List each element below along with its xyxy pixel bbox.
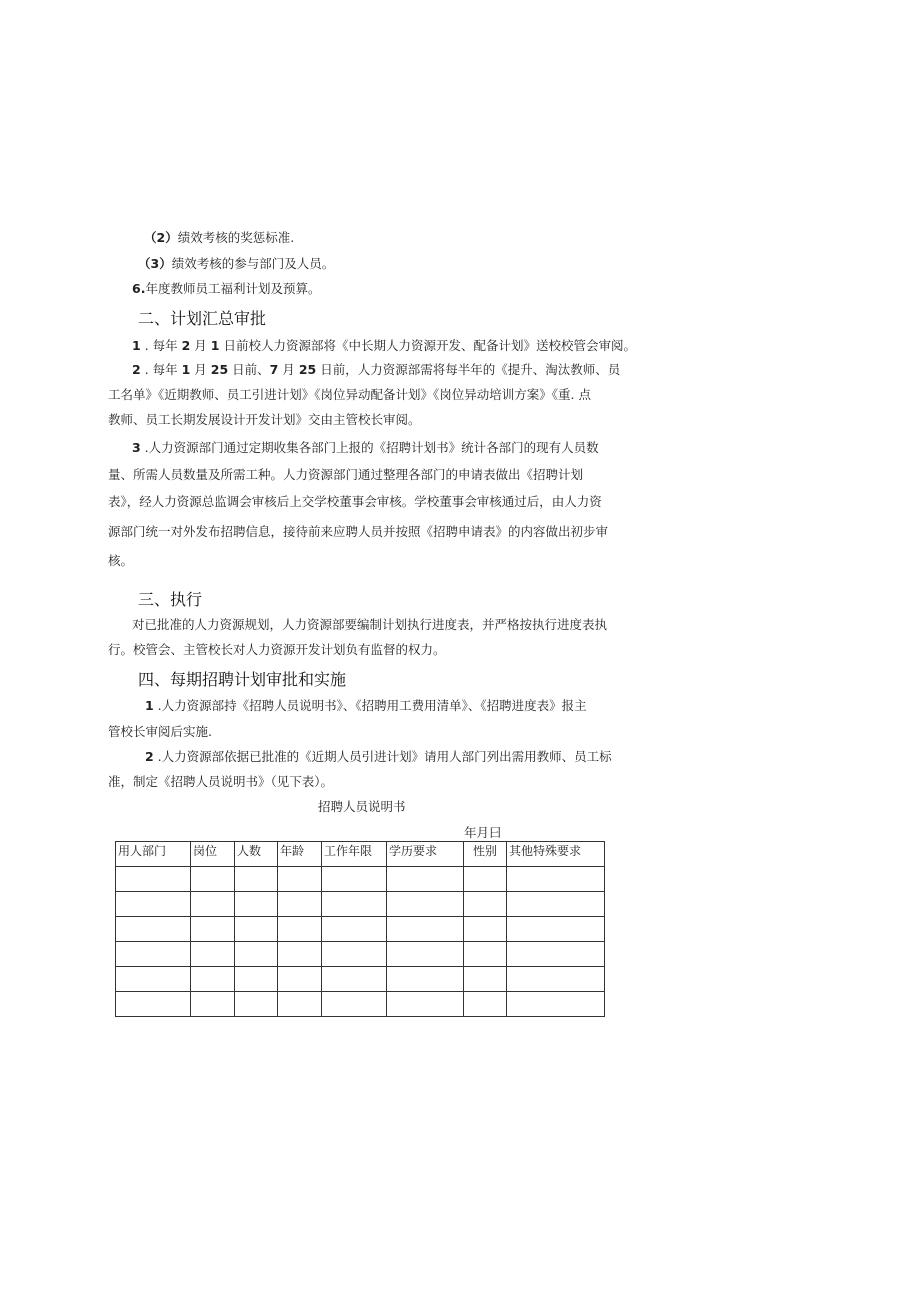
paragraph-line: 1 . 每年 2 月 1 日前校人力资源部将《中长期人力资源开发、配备计划》送校校管会审阅。 — [132, 338, 636, 353]
table-cell — [322, 892, 387, 917]
table-cell — [116, 917, 191, 942]
section-heading: 二、计划汇总审批 — [138, 309, 267, 328]
table-header-row — [116, 842, 605, 867]
paragraph-line: 行。校管会、主管校长对人力资源开发计划负有监督的权力。 — [108, 642, 446, 657]
table-cell — [278, 967, 322, 992]
table-cell — [322, 942, 387, 967]
table-cell — [235, 867, 278, 892]
column-header: 人数 — [235, 842, 278, 867]
table-cell — [116, 967, 191, 992]
table-cell — [191, 942, 235, 967]
paragraph-line: 核。 — [108, 553, 134, 568]
table-cell — [464, 942, 507, 967]
table-cell — [116, 867, 191, 892]
table-cell — [116, 942, 191, 967]
table-cell — [235, 917, 278, 942]
section-heading: 三、执行 — [138, 590, 203, 609]
table-cell — [387, 967, 464, 992]
table-cell — [322, 967, 387, 992]
table-cell — [322, 867, 387, 892]
table-row — [116, 917, 605, 942]
table-cell — [507, 867, 605, 892]
table-cell — [278, 867, 322, 892]
table-cell — [507, 892, 605, 917]
table-cell — [278, 892, 322, 917]
table-row — [116, 942, 605, 967]
table-cell — [387, 892, 464, 917]
table-cell — [507, 917, 605, 942]
table-cell — [387, 917, 464, 942]
paragraph-line: 1 .人力资源部持《招聘人员说明书》、《招聘用工费用清单》、《招聘进度表》报主 — [145, 698, 587, 713]
table-cell — [387, 942, 464, 967]
paragraph-line: 3 .人力资源部门通过定期收集各部门上报的《招聘计划书》统计各部门的现有人员数 — [132, 440, 599, 455]
paragraph-line: 量、所需人员数量及所需工种。人力资源部门通过整理各部门的申请表做出《招聘计划 — [108, 467, 584, 482]
table-row — [116, 892, 605, 917]
table-cell — [278, 917, 322, 942]
table-cell — [191, 867, 235, 892]
table-cell — [464, 917, 507, 942]
table-cell — [464, 892, 507, 917]
table-cell — [235, 992, 278, 1017]
table-cell — [387, 867, 464, 892]
table-cell — [191, 967, 235, 992]
table-cell — [191, 892, 235, 917]
table-cell — [116, 892, 191, 917]
recruitment-form-table — [115, 841, 605, 1017]
table-cell — [235, 967, 278, 992]
column-header: 其他特殊要求 — [507, 842, 605, 867]
date-label: 年月曰 — [464, 825, 502, 840]
table-row — [116, 867, 605, 892]
table-cell — [116, 992, 191, 1017]
column-header: 性别 — [464, 842, 507, 867]
paragraph-line: 工名单》《近期教师、员工引进计划》《岗位异动配备计划》《岗位异动培训方案》《重. 点 — [108, 387, 591, 402]
paragraph-line: 2 . 每年 1 月 25 日前、7 月 25 日前，人力资源部需将每半年的《提升、淘汰教师、员 — [132, 362, 621, 377]
table-cell — [507, 992, 605, 1017]
paragraph-line: 表》，经人力资源总监调会审核后上交学校董事会审核。学校董事会审核通过后，由人力资 — [108, 494, 602, 509]
column-header: 年龄 — [278, 842, 322, 867]
table-cell — [464, 867, 507, 892]
list-item: （3）绩效考核的参与部门及人员。 — [138, 256, 335, 271]
paragraph-line: 对已批准的人力资源规划，人力资源部要编制计划执行进度表，并严格按执行进度表执 — [132, 617, 608, 632]
paragraph-line: 管校长审阅后实施. — [108, 724, 212, 739]
table-cell — [507, 942, 605, 967]
table-cell — [235, 892, 278, 917]
column-header: 工作年限 — [322, 842, 387, 867]
table-cell — [278, 992, 322, 1017]
table-cell — [235, 942, 278, 967]
list-item: （2）绩效考核的奖惩标准. — [144, 230, 295, 245]
table-row — [116, 992, 605, 1017]
section-heading: 四、每期招聘计划审批和实施 — [138, 670, 347, 689]
paragraph-line: 准，制定《招聘人员说明书》（见下表）。 — [108, 774, 334, 789]
paragraph-line: 源部门统一对外发布招聘信息，接待前来应聘人员并按照《招聘申请表》的内容做出初步审 — [108, 524, 609, 539]
form-caption: 招聘人员说明书 — [318, 799, 406, 814]
list-item: 6.年度教师员工福利计划及预算。 — [132, 281, 321, 296]
table-cell — [322, 992, 387, 1017]
table-cell — [191, 992, 235, 1017]
paragraph-line: 2 .人力资源部依据已批准的《近期人员引进计划》请用人部门列出需用教师、员工标 — [145, 749, 612, 764]
table-cell — [507, 967, 605, 992]
column-header: 岗位 — [191, 842, 235, 867]
table-cell — [278, 942, 322, 967]
table-cell — [387, 992, 464, 1017]
table-cell — [322, 917, 387, 942]
table-cell — [464, 992, 507, 1017]
paragraph-line: 教师、员工长期发展设计开发计划》交由主管校长审阅。 — [108, 412, 421, 427]
table-cell — [191, 917, 235, 942]
table-cell — [464, 967, 507, 992]
table-row — [116, 967, 605, 992]
column-header: 学历要求 — [387, 842, 464, 867]
column-header: 用人部门 — [116, 842, 191, 867]
